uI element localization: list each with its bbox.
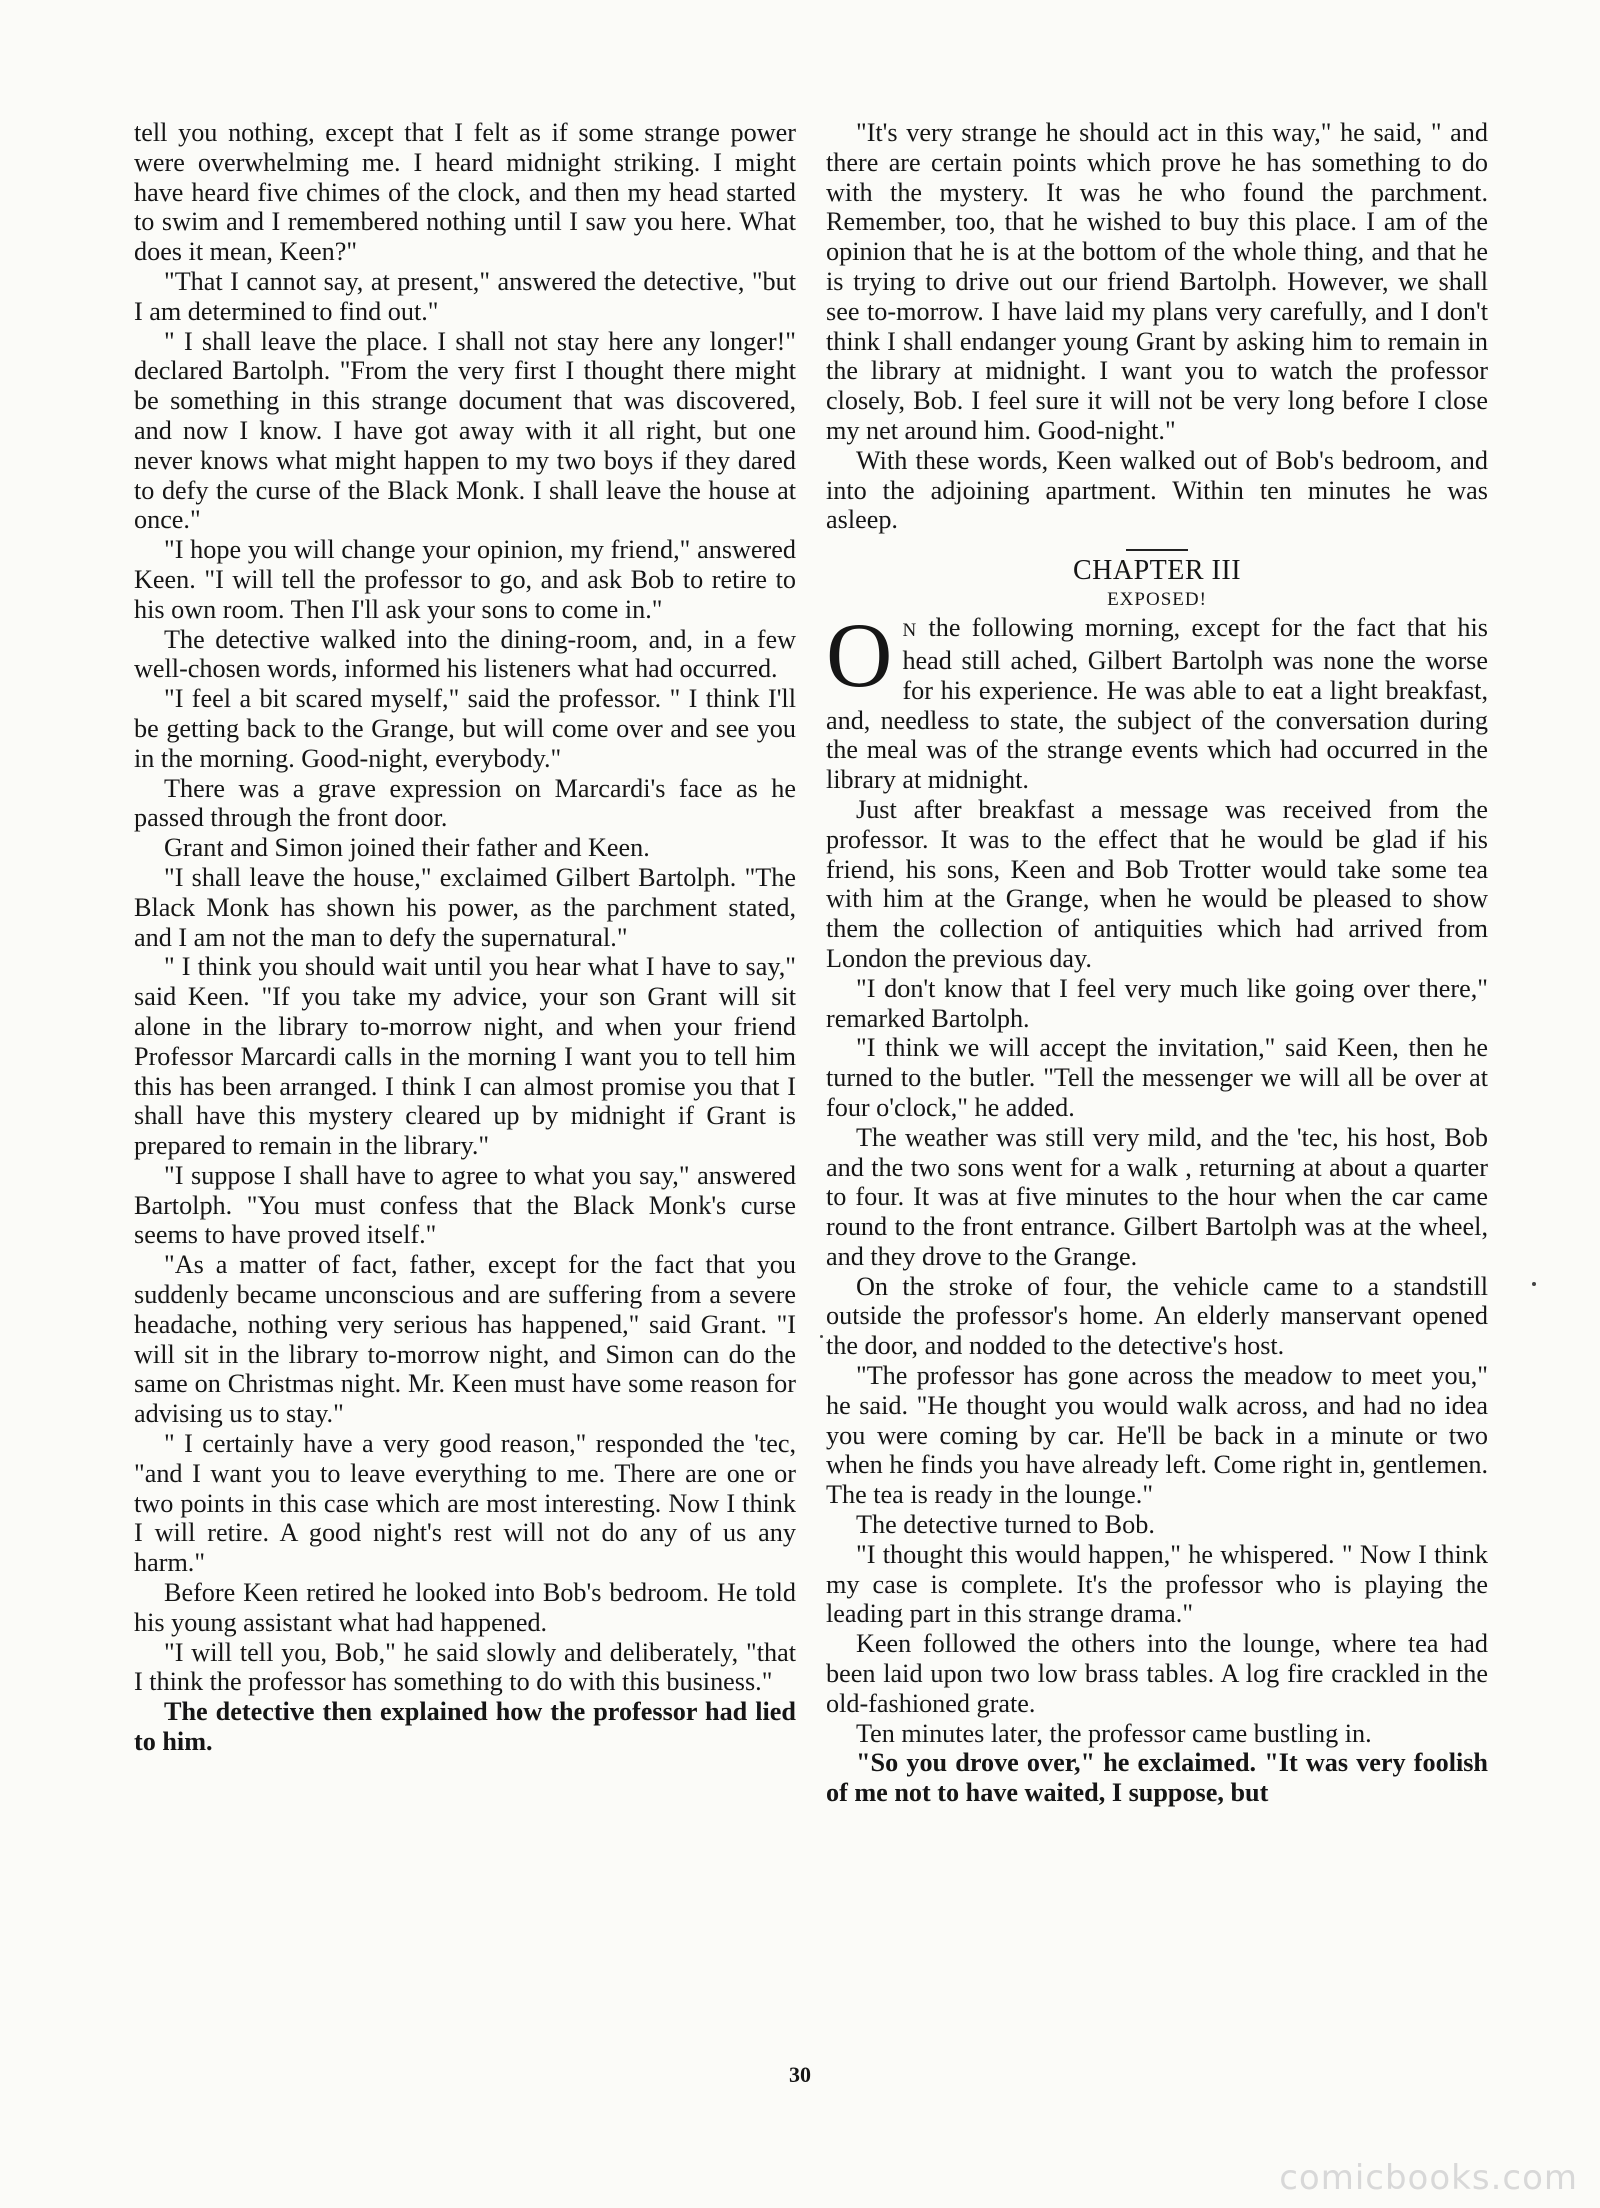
paragraph: "I suppose I shall have to agree to what you say," answered Bartolph. "You must confess that the Black Monk's curse seems to have proved itself." <box>134 1160 796 1250</box>
print-speck <box>820 1335 823 1338</box>
paragraph: "I shall leave the house," exclaimed Gilbert Bartolph. "The Black Monk has shown his power, as the parchment stated, and I am not the man to defy the supernatural." <box>134 862 796 952</box>
drop-cap-continuation: N <box>902 620 918 642</box>
paragraph: "It's very strange he should act in this way," he said, " and there are certain points which prove he has something to do with the mystery. It was he who found the parchment. Remember, too, that he wished to buy this place. I am of the opinion that he is at the bottom of the whole thing, and that he is trying to drive out our friend Bartolph. However, we shall see to-morrow. I have laid my plans very carefully, and I don't think I shall endanger young Grant by asking him to remain in the library at midnight. I want you to watch the professor closely, Bob. I feel sure it will not be very long before I close my net around him. Good-night." <box>826 118 1488 445</box>
paragraph: "I feel a bit scared myself," said the professor. " I think I'll be getting back to the Grange, but will come over and see you in the morning. Good-night, everybody." <box>134 684 796 773</box>
page-number: 30 <box>789 2062 811 2087</box>
paragraph: tell you nothing, except that I felt as if some strange power were overwhelming me. I heard midnight striking. I might have heard five chimes of the clock, and then my head started to swim and I remembered nothing until I saw you here. What does it mean, Keen?" <box>134 118 796 267</box>
opening-text: the following morning, except for the fact that his head still ached, Gilbert Bartolph was none the worse for his experience. He was able to eat a light breakfast, and, needless to state, the subject of the conversation during the meal was of the strange events which had occurred in the library at midnight. <box>826 613 1488 795</box>
paragraph: Before Keen retired he looked into Bob's bedroom. He told his young assistant what had happened. <box>134 1578 796 1637</box>
paragraph: "I hope you will change your opinion, my friend," answered Keen. "I will tell the professor to go, and ask Bob to retire to his own room. Then I'll ask your sons to come in." <box>134 535 796 624</box>
chapter-opening-paragraph <box>826 604 1488 795</box>
paragraph: "The professor has gone across the meadow to meet you," he said. "He thought you would walk across, and had no idea you were coming by car. He'll be back in a minute or two when he finds you have already left. Come right in, gentlemen. The tea is ready in the lounge." <box>826 1361 1488 1510</box>
paragraph: The weather was still very mild, and the 'tec, his host, Bob and the two sons went for a walk , returning at about a quarter to four. It was at five minutes to the hour when the car came round to the front entrance. Gilbert Bartolph was at the wheel, and they drove to the Grange. <box>826 1122 1488 1271</box>
paragraph: There was a grave expression on Marcardi's face as he passed through the front door. <box>134 773 796 833</box>
paragraph: Keen followed the others into the lounge, where tea had been laid upon two low brass tables. A log fire crackled in the old-fashioned grate. <box>826 1629 1488 1718</box>
right-column <box>826 118 1488 1808</box>
chapter-subtitle: EXPOSED! <box>1107 589 1207 611</box>
paragraph: " I certainly have a very good reason," responded the 'tec, "and I want you to leave everything to me. There are one or two points in this case which are most interesting. Now I think I will retire. A good night's rest will not do any of us any harm." <box>134 1429 796 1578</box>
watermark: comicbooks.com <box>1279 2158 1578 2198</box>
paragraph: The detective turned to Bob. <box>856 1510 1155 1540</box>
paragraph: "So you drove over," he exclaimed. "It was very foolish of me not to have waited, I suppose, but <box>826 1748 1488 1808</box>
paragraph: Ten minutes later, the professor came bustling in. <box>856 1718 1372 1748</box>
left-column <box>134 118 796 1757</box>
print-speck <box>1532 1282 1536 1286</box>
drop-cap: O <box>826 604 893 707</box>
chapter-title: CHAPTER III <box>1072 555 1242 587</box>
paragraph: Grant and Simon joined their father and Keen. <box>164 833 650 863</box>
paragraph: The detective then explained how the professor had lied to him. <box>134 1697 796 1757</box>
paragraph: "I will tell you, Bob," he said slowly and deliberately, "that I think the professor has something to do with this business." <box>134 1637 796 1697</box>
paragraph: "As a matter of fact, father, except for the fact that you suddenly became unconscious and are suffering from a severe headache, nothing very serious has happened," said Grant. "I will sit in the library to-morrow night, and Simon can do the same on Christmas night. Mr. Keen must have some reason for advising us to stay." <box>134 1250 796 1429</box>
paragraph: The detective walked into the dining-room, and, in a few well-chosen words, informed his listeners what had occurred. <box>134 624 796 684</box>
paragraph: " I think you should wait until you hear what I have to say," said Keen. "If you take my advice, your son Grant will sit alone in the library to-morrow night, and when your friend Professor Marcardi calls in the morning I want you to tell him this has been arranged. I think I can almost promise you that I shall have this mystery cleared up by midnight if Grant is prepared to remain in the library." <box>134 952 796 1161</box>
paragraph: "I don't know that I feel very much like going over there," remarked Bartolph. <box>826 973 1488 1033</box>
chapter-divider <box>1126 549 1188 551</box>
paragraph: On the stroke of four, the vehicle came to a standstill outside the professor's home. An elderly manservant opened the door, and nodded to the detective's host. <box>826 1271 1488 1361</box>
paragraph: "I think we will accept the invitation," said Keen, then he turned to the butler. "Tell the messenger we will all be over at four o'clock," he added. <box>826 1033 1488 1122</box>
paragraph: Just after breakfast a message was received from the professor. It was to the effect that he would be glad if his friend, his sons, Keen and Bob Trotter would take some tea with him at the Grange, when he would be pleased to show them the collection of antiquities which had arrived from London the previous day. <box>826 794 1488 973</box>
paragraph: "That I cannot say, at present," answered the detective, "but I am determined to find out." <box>134 266 796 326</box>
paragraph: "I thought this would happen," he whispered. " Now I think my case is complete. It's the professor who is playing the leading part in this strange drama." <box>826 1539 1488 1629</box>
paragraph: " I shall leave the place. I shall not stay here any longer!" declared Bartolph. "From the very first I thought there might be something in this strange document that was discovered, and now I know. I have got away with it all right, but one never knows what might happen to my two boys if they dared to defy the curse of the Black Monk. I shall leave the house at once." <box>134 326 796 535</box>
paragraph: With these words, Keen walked out of Bob's bedroom, and into the adjoining apartment. Within ten minutes he was asleep. <box>826 445 1488 535</box>
